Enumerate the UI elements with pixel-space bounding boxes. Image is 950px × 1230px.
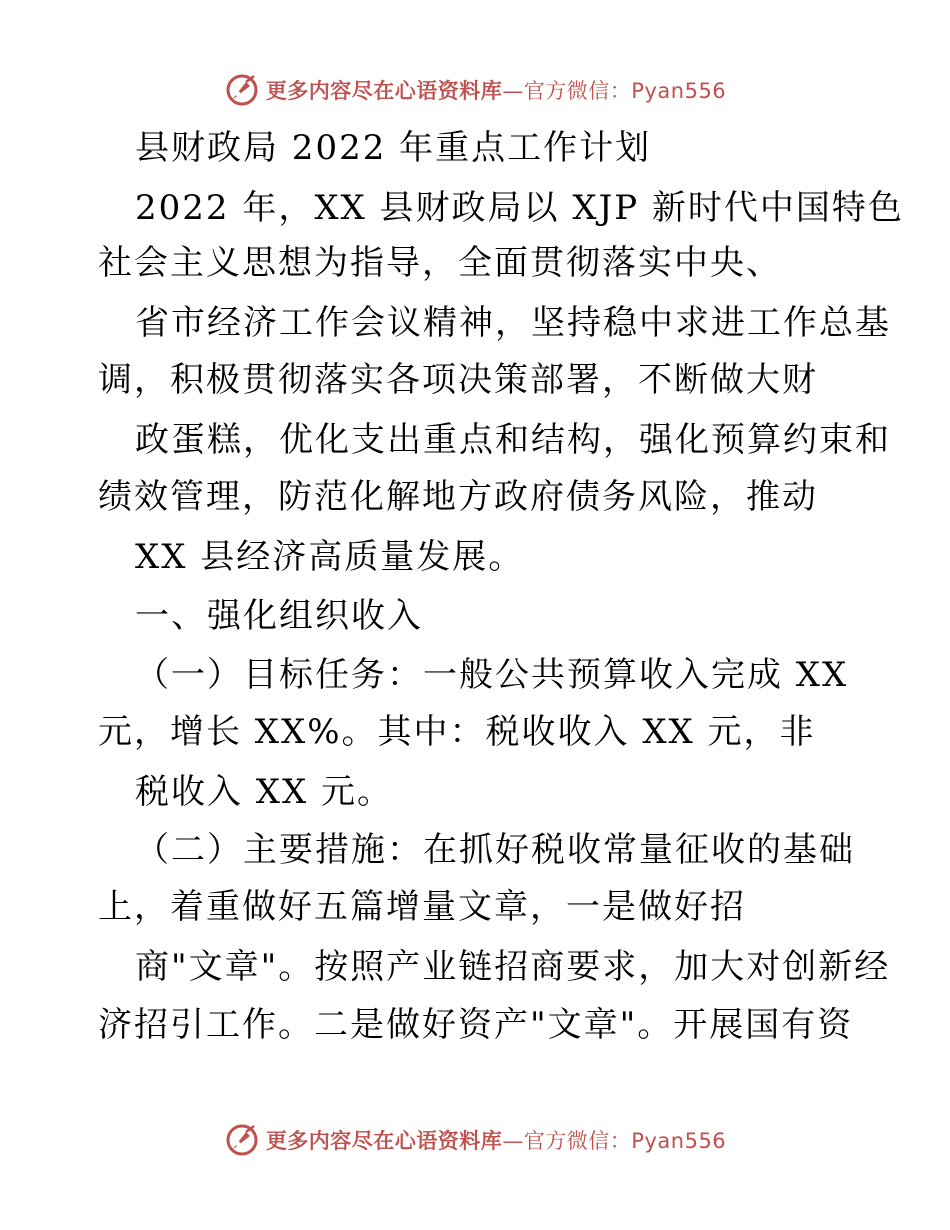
watermark-dash: — — [502, 1129, 524, 1153]
paragraph-line: 省市经济工作会议精神，坚持稳中求进工作总基 — [135, 303, 891, 343]
footer-watermark — [0, 1120, 950, 1160]
paragraph-line: 上，着重做好五篇增量文章，一是做好招 — [98, 887, 746, 927]
document-title: 县财政局 2022 年重点工作计划 — [135, 128, 652, 168]
paragraph-line: 社会主义思想为指导，全面贯彻落实中央、 — [98, 243, 782, 283]
watermark-contact: 官方微信：Pyan556 — [523, 1129, 727, 1153]
quill-pen-circle-icon — [224, 72, 260, 108]
paragraph-line: 调，积极贯彻落实各项决策部署，不断做大财 — [98, 360, 818, 400]
section-heading: 一、强化组织收入 — [135, 596, 423, 636]
paragraph-line: 绩效管理，防范化解地方政府债务风险，推动 — [98, 477, 818, 517]
paragraph-line: （一）目标任务：一般公共预算收入完成 XX — [135, 655, 849, 695]
header-watermark — [0, 70, 950, 110]
watermark-brand: 更多内容尽在心语资料库 — [265, 1129, 503, 1153]
paragraph-line: 商"文章"。按照产业链招商要求，加大对创新经 — [135, 947, 891, 987]
paragraph-line: 元，增长 XX%。其中：税收收入 XX 元，非 — [98, 712, 816, 752]
paragraph-line: （二）主要措施：在抓好税收常量征收的基础 — [135, 830, 855, 870]
paragraph-line: 2022 年，XX 县财政局以 XJP 新时代中国特色 — [135, 188, 904, 228]
paragraph-line: XX 县经济高质量发展。 — [135, 537, 525, 577]
watermark-dash: — — [502, 79, 524, 103]
paragraph-line: 税收入 XX 元。 — [135, 772, 394, 812]
quill-pen-circle-icon — [224, 1122, 260, 1158]
paragraph-line: 政蛋糕，优化支出重点和结构，强化预算约束和 — [135, 420, 891, 460]
watermark-brand: 更多内容尽在心语资料库 — [265, 79, 503, 103]
watermark-contact: 官方微信：Pyan556 — [523, 79, 727, 103]
paragraph-line: 济招引工作。二是做好资产"文章"。开展国有资 — [98, 1005, 854, 1045]
